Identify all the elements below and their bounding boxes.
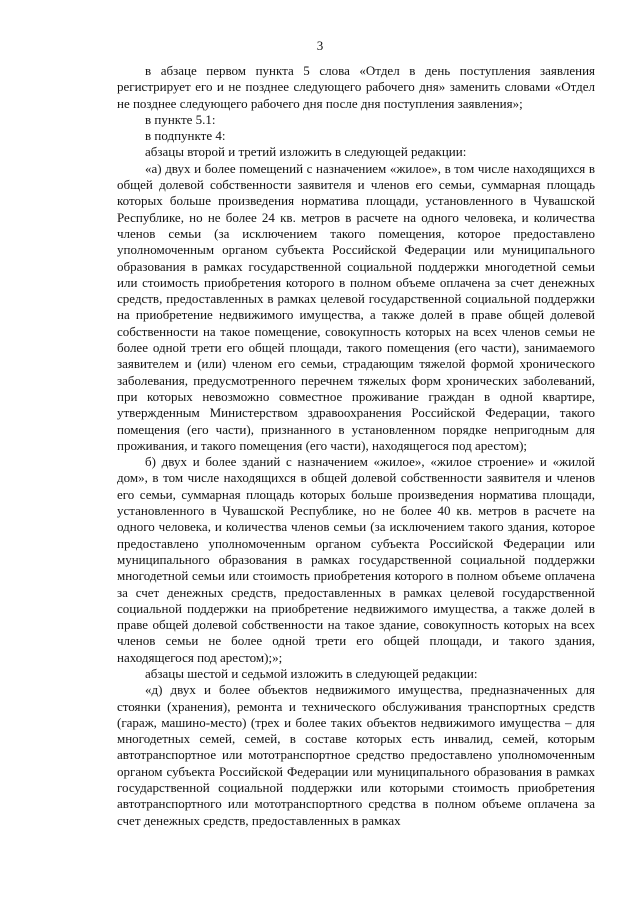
paragraph: в абзаце первом пункта 5 слова «Отдел в день поступления заявления регистрирует его и не позднее следующего рабочего дня» заменить словами «Отдел не позднее следующего рабочего дня после дня поступления заявления»; [117, 63, 595, 111]
paragraph: абзацы шестой и седьмой изложить в следующей редакции: [145, 665, 478, 681]
document-body [117, 63, 595, 829]
page-number: 3 [316, 38, 324, 53]
paragraph: в пункте 5.1: [145, 111, 216, 127]
paragraph: «а) двух и более помещений с назначением «жилое», в том числе находящихся в общей долевой собственности заявителя и членов его семьи, суммарная площадь которых больше произведения норматива площади, установленного в Чувашской Республике, но не более 24 кв. метров в расчете на одного человека, и количества членов семьи (за исключением такого помещения, которое предоставлено уполномоченным органом субъекта Российской Федерации или муниципального образования в рамках государственной социальной поддержки многодетной семьи или стоимость приобретения которого в полном объеме оплачена за счет денежных средств, предоставленных в рамках целевой государственной социальной поддержки на приобретение недвижимого имущества, а также долей в праве общей долевой собственности на такое помещение, совокупность которых на всех членов семьи не более одной трети его общей площади, такого помещения (его части), занимаемого заявителем и (или) членом его семьи, страдающим тяжелой формой хронического заболевания, предусмотренного перечнем тяжелых форм хронических заболеваний, при которых невозможно совместное проживание граждан в одной квартире, утвержденным Министерством здравоохранения Российской Федерации, такого помещения (его части), признанного в установленном порядке непригодным для проживания, и такого помещения (его части), находящегося под арестом); [117, 160, 595, 453]
paragraph: «д) двух и более объектов недвижимого имущества, предназначенных для стоянки (хранения), ремонта и технического обслуживания транспортных средств (гараж, машино-место) (трех и более таких объектов недвижимого имущества – для многодетных семей, семей, в составе которых есть инвалид, семей, которым автотранспортное или мототранспортное средство предоставлено уполномоченным органом субъекта Российской Федерации или муниципального образования в рамках государственной социальной поддержки или которыми стоимость приобретения автотранспортного или мототранспортного средства в полном объеме оплачена за счет денежных средств, предоставленных в рамках [117, 682, 595, 828]
paragraph: б) двух и более зданий с назначением «жилое», «жилое строение» и «жилой дом», в том числе находящихся в общей долевой собственности заявителя и членов его семьи, суммарная площадь которых больше произведения норматива площади, установленного в Чувашской Республике, но не более 40 кв. метров в расчете на одного человека, и количества членов семьи (за исключением такого здания, которое предоставлено уполномоченным органом субъекта Российской Федерации или муниципального образования в рамках государственной социальной поддержки многодетной семьи или стоимость приобретения которого в полном объеме оплачена за счет денежных средств, предоставленных в рамках целевой государственной социальной поддержки на приобретение недвижимого имущества, а также долей в праве общей долевой собственности на такое здание, совокупность которых на всех членов семьи не более одной трети его общей площади, и такого здания, находящегося под арестом);»; [117, 454, 595, 665]
paragraph: абзацы второй и третий изложить в следующей редакции: [145, 144, 467, 160]
paragraph: в подпункте 4: [145, 128, 226, 144]
